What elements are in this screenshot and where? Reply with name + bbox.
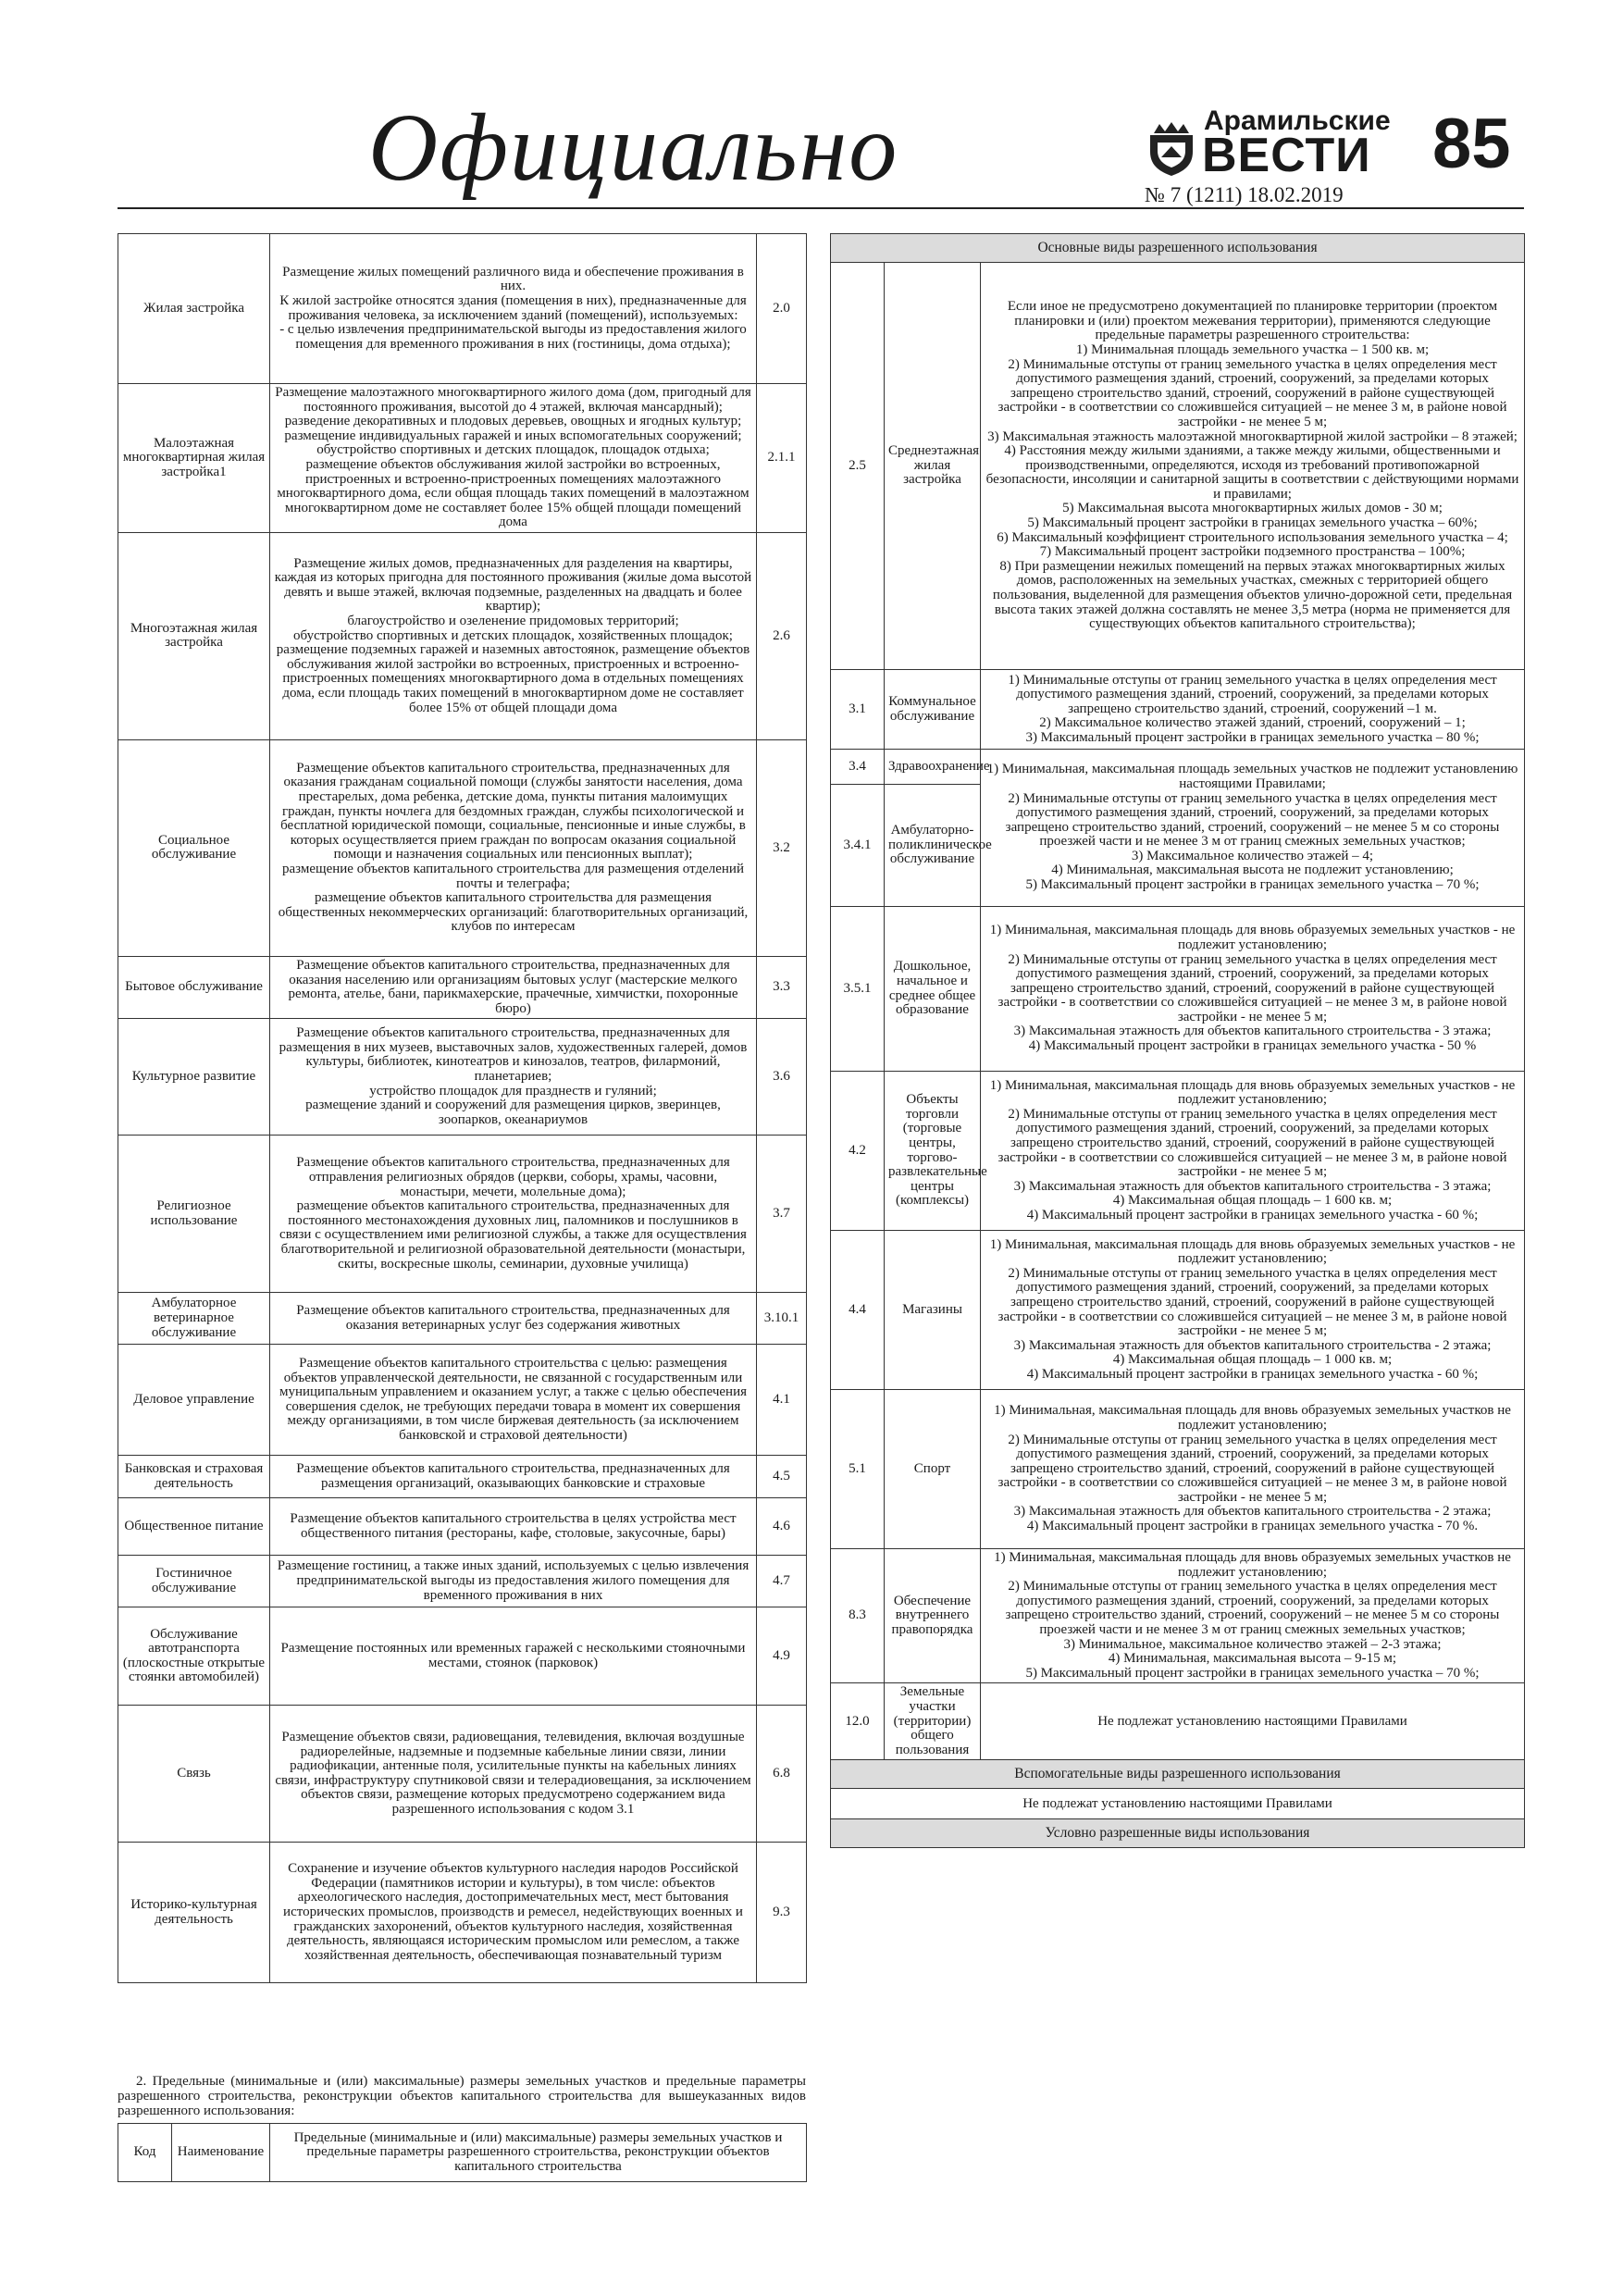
row-description: Размещение объектов капитального строительства, предназначенных для отправления религиозных обрядов (церкви, соборы, храмы, часовни, монастыри, мечети, молельные дома); размещение объектов капитального строительства, предназначенных для постоянного местонахождения духовных лиц, паломников и послушников в связи с осуществлением ими религиозной службы, а также для осуществления благотворительной и религиозной образовательной деятельности (монастыри, скиты, воскресные школы, семинарии, духовные училища) [270,1136,757,1293]
right-row [831,1231,1525,1390]
row-code: 3.4.1 [831,785,885,907]
row-name: Здравоохранение [885,750,981,785]
conditional-uses-header [831,1819,1525,1848]
row-params: Не подлежат установлению настоящими Правилами [981,1683,1525,1760]
header-code: Код [118,2124,172,2182]
header-rule [118,207,1524,209]
right-table [830,233,1525,1848]
right-row [831,907,1525,1072]
row-name: Обеспечение внутреннего правопорядка [885,1549,981,1683]
row-code: 3.10.1 [757,1293,807,1345]
row-name: Коммунальное обслуживание [885,670,981,750]
row-name: Религиозное использование [118,1136,270,1293]
row-code: 3.1 [831,670,885,750]
aux-uses-text: Не подлежат установлению настоящими Правилами [831,1789,1525,1819]
left-row [118,1843,807,1983]
row-name: Историко-культурная деятельность [118,1843,270,1983]
row-code: 2.1.1 [757,384,807,533]
row-description: Размещение объектов капитального строительства, предназначенных для размещения в них музеев, выставочных залов, художественных галерей, домов культуры, библиотек, кинотеатров и кинозалов, театров, филармоний, планетариев; устройство площадок для празднеств и гуляний; размещение зданий и сооружений для размещения цирков, зверинцев, зоопарков, океанариумов [270,1019,757,1136]
row-description: Размещение жилых помещений различного вида и обеспечение проживания в них. К жилой застройке относятся здания (помещения в них), предназначенные для проживания человека, за исключением зданий (помещений), используемых: - с целью извлечения предпринимательской выгоды из предоставления жилого помещения для временного проживания в них (гостиницы, дома отдыха); [270,234,757,384]
row-name: Деловое управление [118,1345,270,1456]
row-params: 1) Минимальные отступы от границ земельного участка в целях определения мест допустимого размещения зданий, строений, сооружений, за пределами которых запрещено строительство зданий, строений, сооружений –1 м. 2) Максимальное количество этажей зданий, строений, сооружений – 1; 3) Максимальный процент застройки в границах земельного участка – 80 %; [981,670,1525,750]
params-header-table [118,2123,807,2182]
row-name: Малоэтажная многоквартирная жилая застройка1 [118,384,270,533]
row-params: 1) Минимальная, максимальная площадь для вновь образуемых земельных участков - не подлежит установлению; 2) Минимальные отступы от границ земельного участка в целях определения мест допустимого размещения зданий, строений, сооружений, за пределами которых запрещено строительство зданий, строений, сооружений в районе существующей застройки - в соответствии со сложившейся ситуацией – не менее 3 м, в районе новой застройки - не менее 5 м; 3) Максимальная этажность для объектов капитального строительства - 3 этажа; 4) Максимальный процент застройки в границах земельного участка - 50 % [981,907,1525,1072]
row-code: 4.6 [757,1498,807,1556]
row-code: 9.3 [757,1843,807,1983]
row-description: Размещение малоэтажного многоквартирного жилого дома (дом, пригодный для постоянного проживания, высотой до 4 этажей, включая мансардный); разведение декоративных и плодовых деревьев, овощных и ягодных культур; размещение индивидуальных гаражей и иных вспомогательных сооружений; обустройство спортивных и детских площадок, площадок отдыха; размещение объектов обслуживания жилой застройки во встроенных, пристроенных и встроенно-пристроенных помещениях малоэтажного многоквартирного дома, если общая площадь таких помещений в малоэтажном многоквартирном доме не составляет более 15% общей площади помещений дома [270,384,757,533]
left-row [118,956,807,1018]
row-code: 4.2 [831,1072,885,1231]
row-name: Многоэтажная жилая застройка [118,532,270,739]
left-row [118,1607,807,1706]
newspaper-logo [1145,105,1391,182]
row-description: Размещение объектов капитального строительства, предназначенных для оказания ветеринарных услуг без содержания животных [270,1293,757,1345]
left-row [118,1498,807,1556]
left-row [118,234,807,384]
row-code: 12.0 [831,1683,885,1760]
params-header-row [118,2124,807,2182]
row-code: 2.6 [757,532,807,739]
row-name: Амбулаторное ветеринарное обслуживание [118,1293,270,1345]
row-description: Размещение объектов капитального строительства, предназначенных для оказания гражданам социальной помощи (службы занятости населения, дома престарелых, дома ребенка, детские дома, пункты питания малоимущих граждан, пункты ночлега для бездомных граждан, службы психологической и бесплатной юридической помощи, социальные, пенсионные и иные службы, в которых осуществляется прием граждан по вопросам оказания социальной помощи и назначения социальных или пенсионных выплат); размещение объектов капитального строительства для размещения отделений почты и телеграфа; размещение объектов капитального строительства для размещения общественных некоммерческих организаций: благотворительных организаций, клубов по интересам [270,739,757,956]
row-name: Объекты торговли (торговые центры, торгово-развлекательные центры (комплексы) [885,1072,981,1231]
right-row [831,263,1525,670]
left-row [118,1019,807,1136]
left-row [118,739,807,956]
row-description: Размещение жилых домов, предназначенных для разделения на квартиры, каждая из которых пригодна для постоянного проживания (жилые дома высотой девять и выше этажей, включая подземные, разделенных на двадцать и более квартир); благоустройство и озеленение придомовых территорий; обустройство спортивных и детских площадок, хозяйственных площадок; размещение подземных гаражей и наземных автостоянок, размещение объектов обслуживания жилой застройки во встроенных, пристроенных и встроенно-пристроенных помещениях многоквартирного дома в отдельных помещениях дома, если площадь таких помещений в многоквартирном доме не составляет более 15% от общей площади дома [270,532,757,739]
row-params: 1) Минимальная, максимальная площадь для вновь образуемых земельных участков не подлежит установлению; 2) Минимальные отступы от границ земельного участка в целях определения мест допустимого размещения зданий, строений, сооружений, за пределами которых запрещено строительство зданий, строений, сооружений в районе существующей застройки - в соответствии со сложившейся ситуацией – не менее 3 м, в районе новой застройки - не менее 5 м; 3) Максимальная этажность для объектов капитального строительства - 2 этажа; 4) Максимальный процент застройки в границах земельного участка - 70 %. [981,1390,1525,1549]
row-description: Размещение объектов капитального строительства, предназначенных для размещения организаций, оказывающих банковские и страховые [270,1456,757,1498]
row-name: Жилая застройка [118,234,270,384]
logo-top-text: Арамильские [1204,105,1391,136]
row-code: 3.3 [757,956,807,1018]
left-row [118,1345,807,1456]
row-description: Размещение гостиниц, а также иных зданий, используемых с целью извлечения предпринимательской выгоды из предоставления жилого помещения для временного проживания в них [270,1556,757,1607]
section-title: Официально [368,94,899,201]
right-row [831,670,1525,750]
row-code: 4.9 [757,1607,807,1706]
row-name: Спорт [885,1390,981,1549]
left-row [118,1136,807,1293]
left-row [118,1456,807,1498]
row-name: Земельные участки (территории) общего пользования [885,1683,981,1760]
row-code: 2.5 [831,263,885,670]
header-params: Предельные (минимальные и (или) максимальные) размеры земельных участков и предельные параметры разрешенного строительства, реконструкции объектов капитального строительства [270,2124,807,2182]
page-number: 85 [1432,105,1511,183]
main-uses-header [831,234,1525,263]
row-name: Культурное развитие [118,1019,270,1136]
row-name: Общественное питание [118,1498,270,1556]
row-code: 4.4 [831,1231,885,1390]
row-code: 3.2 [757,739,807,956]
row-name: Обслуживание автотранспорта (плоскостные открытые стоянки автомобилей) [118,1607,270,1706]
conditional-uses-header-text: Условно разрешенные виды использования [831,1819,1525,1848]
row-name: Амбулаторно-поликлиническое обслуживание [885,785,981,907]
row-code: 5.1 [831,1390,885,1549]
row-code: 8.3 [831,1549,885,1683]
row-code: 3.7 [757,1136,807,1293]
right-row [831,1072,1525,1231]
row-description: Размещение объектов связи, радиовещания, телевидения, включая воздушные радиорелейные, надземные и подземные кабельные линии связи, линии радиофикации, антенные поля, усилительные пункты на кабельных линиях связи, инфраструктуру спутниковой связи и телерадиовещания, за исключением объектов связи, размещение которых предусмотрено содержанием вида разрешенного использования с кодом 3.1 [270,1706,757,1843]
row-description: Размещение объектов капитального строительства в целях устройства мест общественного питания (рестораны, кафе, столовые, закусочные, бары) [270,1498,757,1556]
row-name: Связь [118,1706,270,1843]
row-params: 1) Минимальная, максимальная площадь для вновь образуемых земельных участков - не подлежит установлению; 2) Минимальные отступы от границ земельного участка в целях определения мест допустимого размещения зданий, строений, сооружений, за пределами которых запрещено строительство зданий, строений, сооружений в районе существующей застройки - в соответствии со сложившейся ситуацией – не менее 3 м, в районе новой застройки - не менее 5 м; 3) Максимальная этажность для объектов капитального строительства - 2 этажа; 4) Максимальная общая площадь – 1 000 кв. м; 4) Максимальный процент застройки в границах земельного участка - 60 %; [981,1231,1525,1390]
row-name: Социальное обслуживание [118,739,270,956]
logo-main-text: ВЕСТИ [1202,129,1371,182]
row-description: Размещение объектов капитального строительства с целью: размещения объектов управленческой деятельности, не связанной с государственным или муниципальным управлением и оказанием услуг, а также с целью обеспечения совершения сделок, не требующих передачи товара в момент их совершения между организациями, в том числе биржевая деятельность (за исключением банковской и страховой деятельности) [270,1345,757,1456]
row-code: 3.4 [831,750,885,785]
row-code: 6.8 [757,1706,807,1843]
row-code: 3.6 [757,1019,807,1136]
row-name: Гостиничное обслуживание [118,1556,270,1607]
aux-uses-row [831,1789,1525,1819]
row-name: Банковская и страховая деятельность [118,1456,270,1498]
row-code: 2.0 [757,234,807,384]
row-code: 3.5.1 [831,907,885,1072]
left-row [118,532,807,739]
right-row [831,1390,1525,1549]
left-row [118,1706,807,1843]
row-description: Сохранение и изучение объектов культурного наследия народов Российской Федерации (памятников истории и культуры), в том числе: объектов археологического наследия, достопримечательных мест, мест бытования исторических промыслов, производств и ремесел, недействующих военных и гражданских захоронений, объектов культурного наследия, хозяйственная деятельность, являющаяся историческим промыслом или ремеслом, а также хозяйственная деятельность, обеспечивающая познавательный туризм [270,1843,757,1983]
row-name: Бытовое обслуживание [118,956,270,1018]
left-row [118,384,807,533]
section-note: 2. Предельные (минимальные и (или) максимальные) размеры земельных участков и предельные параметры разрешенного строительства, реконструкции объектов капитального строительства для вышеуказанных видов разрешенного использования: [118,2074,806,2119]
header-name: Наименование [172,2124,270,2182]
right-row [831,750,1525,785]
right-row [831,1549,1525,1683]
left-row [118,1293,807,1345]
row-code: 4.7 [757,1556,807,1607]
row-params: Если иное не предусмотрено документацией по планировке территории (проектом планировки и (или) проектом межевания территории), применяются следующие предельные параметры разрешенного строительства: 1) Минимальная площадь земельного участка – 1 500 кв. м; 2) Минимальные отступы от границ земельного участка в целях определения мест допустимого размещения зданий, строений, сооружений, за пределами которых запрещено строительство зданий, строений, сооружений в районе существующей застройки - в соответствии со сложившейся ситуацией – не менее 3 м, в районе новой застройки - не менее 5 м; 3) Максимальная этажность малоэтажной многоквартирной жилой застройки – 8 этажей; 4) Расстояния между жилыми зданиями, а также между жилыми, общественными и производственными, определяются, исходя из требований противопожарной безопасности, инсоляции и санитарной защиты в соответствии с действующими нормами и правилами; 5) Максимальная высота многоквартирных жилых домов - 30 м; 5) Максимальный процент застройки в границах земельного участка – 60%; 6) Максимальный коэффициент строительного использования земельного участка – 4; 7) Максимальный процент застройки подземного пространства – 100%; 8) При размещении нежилых помещений на первых этажах многоквартирных жилых домов, расположенных на земельных участках, смежных с территорией общего пользования, выделенной для размещения объектов улично-дорожной сети, предельная высота таких этажей должна составлять не менее 3,5 метра (норма не применяется для существующих объектов капитального строительства); [981,263,1525,670]
row-params: 1) Минимальная, максимальная площадь для вновь образуемых земельных участков - не подлежит установлению; 2) Минимальные отступы от границ земельного участка в целях определения мест допустимого размещения зданий, строений, сооружений, за пределами которых запрещено строительство зданий, строений, сооружений в районе существующей застройки - в соответствии со сложившейся ситуацией – не менее 3 м, в районе новой застройки - не менее 5 м; 3) Максимальная этажность для объектов капитального строительства - 3 этажа; 4) Максимальная общая площадь – 1 600 кв. м; 4) Максимальный процент застройки в границах земельного участка - 60 %; [981,1072,1525,1231]
main-uses-header-text: Основные виды разрешенного использования [831,234,1525,263]
left-row [118,1556,807,1607]
row-name: Среднеэтажная жилая застройка [885,263,981,670]
coat-of-arms-icon [1145,120,1198,176]
aux-uses-header-text: Вспомогательные виды разрешенного использования [831,1760,1525,1789]
row-code: 4.1 [757,1345,807,1456]
row-params: 1) Минимальная, максимальная площадь земельных участков не подлежит установлению настоящими Правилами; 2) Минимальные отступы от границ земельного участка в целях определения мест допустимого размещения зданий, строений, сооружений, за пределами которых запрещено строительство зданий, строений, сооружений – не менее 5 м со стороны проезжей части и не менее 3 м от границ смежных земельных участков; 3) Максимальное количество этажей – 4; 4) Минимальная, максимальная высота не подлежит установлению; 5) Максимальный процент застройки в границах земельного участка – 70 %; [981,750,1525,907]
right-row [831,1683,1525,1760]
left-table [118,233,807,1983]
row-description: Размещение объектов капитального строительства, предназначенных для оказания населению или организациям бытовых услуг (мастерские мелкого ремонта, ателье, бани, парикмахерские, прачечные, химчистки, похоронные бюро) [270,956,757,1018]
row-description: Размещение постоянных или временных гаражей с несколькими стояночными местами, стоянок (парковок) [270,1607,757,1706]
row-code: 4.5 [757,1456,807,1498]
aux-uses-header [831,1760,1525,1789]
row-params: 1) Минимальная, максимальная площадь для вновь образуемых земельных участков не подлежит установлению; 2) Минимальные отступы от границ земельного участка в целях определения мест допустимого размещения зданий, строений, сооружений, за пределами которых запрещено строительство зданий, строений, сооружений – не менее 5 м со стороны проезжей части и не менее 3 м от границ смежных земельных участков; 3) Минимальное, максимальное количество этажей – 2-3 этажа; 4) Минимальная, максимальная высота – 9-15 м; 5) Максимальный процент застройки в границах земельного участка – 70 %; [981,1549,1525,1683]
row-name: Магазины [885,1231,981,1390]
row-name: Дошкольное, начальное и среднее общее образование [885,907,981,1072]
issue-info: № 7 (1211) 18.02.2019 [1145,183,1344,206]
